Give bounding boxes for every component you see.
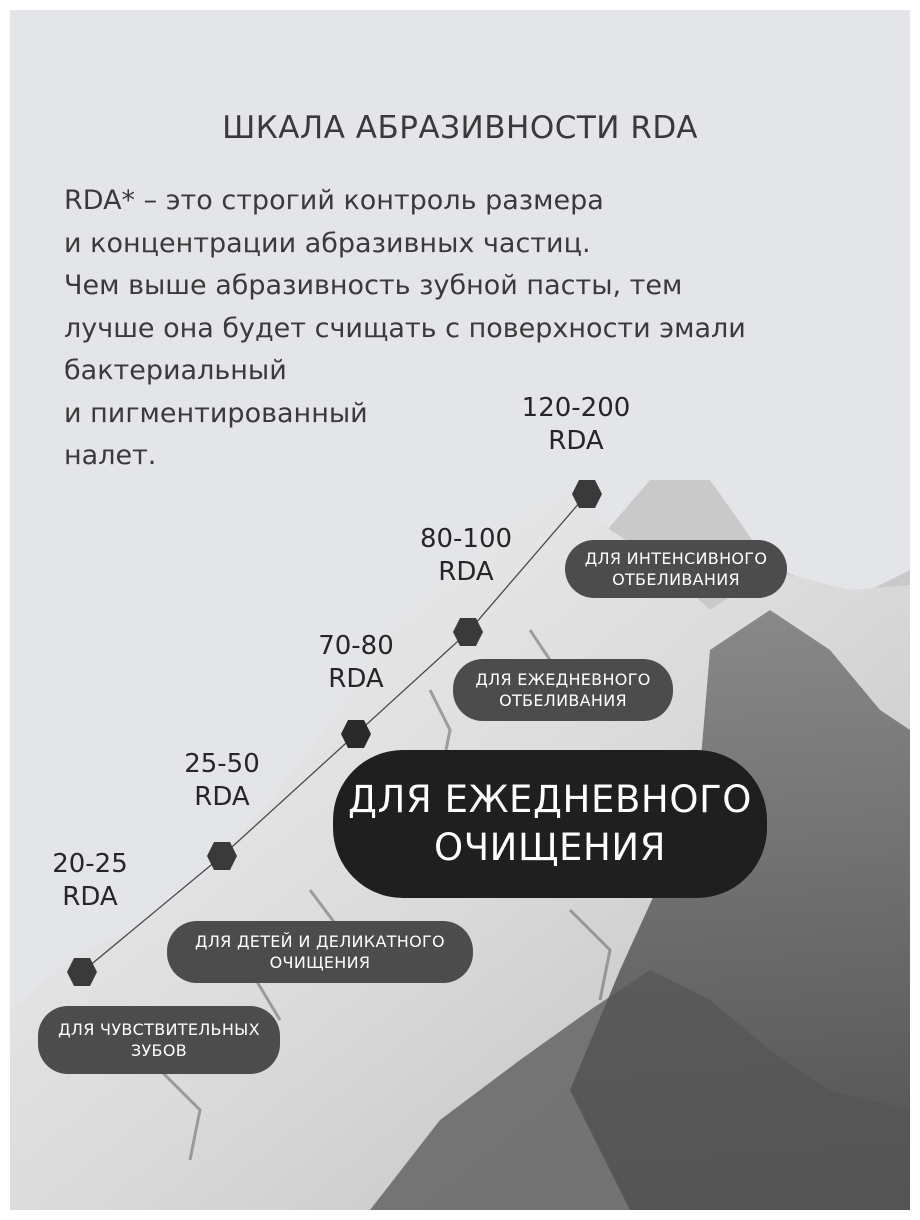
purpose-badge-kids	[167, 921, 473, 983]
rda-unit: RDA	[548, 426, 604, 456]
rda-range: 25-50	[184, 749, 260, 779]
purpose-line: ДЛЯ ДЕТЕЙ И ДЕЛИКАТНОГО	[195, 932, 445, 951]
purpose-line: ДЛЯ ИНТЕНСИВНОГО	[584, 549, 768, 568]
infographic-card	[10, 10, 910, 1210]
rda-label-120-200	[510, 392, 642, 458]
purpose-line: ДЛЯ ЕЖЕДНЕВНОГО	[475, 670, 651, 689]
purpose-line: ОТБЕЛИВАНИЯ	[612, 570, 740, 589]
hexagon-marker-icon	[571, 479, 603, 509]
description-line: Чем выше абразивность зубной пасты, тем	[64, 270, 683, 301]
rda-label-20-25	[40, 848, 140, 914]
rda-unit: RDA	[328, 664, 384, 694]
rda-label-25-50	[172, 748, 272, 814]
rda-label-80-100	[410, 523, 522, 589]
description-line: лучше она будет счищать с поверхности эмали	[64, 312, 746, 344]
rda-unit: RDA	[438, 557, 494, 587]
purpose-line: ДЛЯ ЧУВСТВИТЕЛЬНЫХ	[58, 1020, 260, 1039]
description-line: бактериальный	[64, 355, 287, 386]
hexagon-marker-icon	[206, 841, 238, 871]
purpose-line: ОЧИЩЕНИЯ	[269, 953, 371, 972]
rda-range: 70-80	[318, 631, 394, 661]
page-title: ШКАЛА АБРАЗИВНОСТИ RDA	[222, 110, 698, 146]
rda-range: 80-100	[419, 524, 513, 554]
purpose-badge-daily-cleaning	[333, 750, 767, 898]
hexagon-marker-icon	[340, 719, 372, 749]
description-text	[64, 180, 746, 478]
purpose-line: ОЧИЩЕНИЯ	[433, 826, 667, 869]
purpose-badge-sensitive	[38, 1006, 280, 1074]
description-line: и пигментированный	[64, 397, 368, 429]
rda-range: 20-25	[52, 849, 128, 879]
rda-label-70-80	[306, 630, 406, 696]
description-line: RDA* – это строгий контроль размера	[64, 185, 604, 216]
purpose-badge-daily-whitening	[453, 659, 673, 721]
hexagon-marker-icon	[66, 957, 98, 987]
hexagon-marker-icon	[452, 617, 484, 647]
purpose-line: ЗУБОВ	[130, 1041, 188, 1060]
purpose-badge-intensive-whitening	[565, 540, 787, 598]
description-line: налет.	[64, 440, 157, 471]
purpose-line: ДЛЯ ЕЖЕДНЕВНОГО	[348, 778, 752, 821]
description-line: и концентрации абразивных частиц.	[64, 227, 591, 259]
purpose-line: ОТБЕЛИВАНИЯ	[499, 691, 627, 710]
rda-unit: RDA	[194, 782, 250, 812]
rda-unit: RDA	[62, 882, 118, 912]
rda-range: 120-200	[521, 393, 631, 423]
